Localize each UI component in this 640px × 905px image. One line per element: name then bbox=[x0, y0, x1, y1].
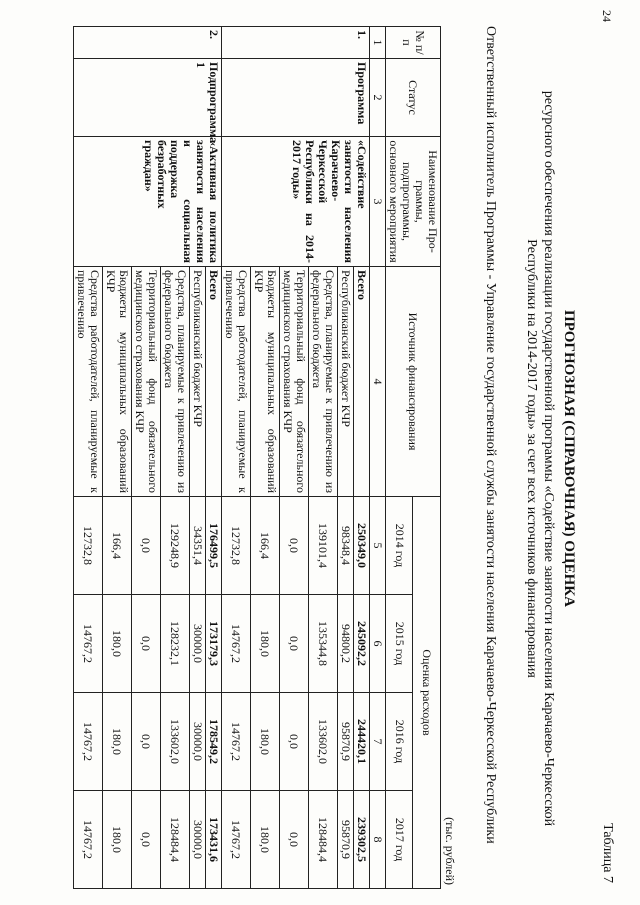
funding-source: Средства работодателей, планируемые к привлечению bbox=[74, 267, 103, 497]
header-status: Статус bbox=[386, 59, 441, 137]
amount-cell: 0,0 bbox=[132, 497, 161, 595]
amount-cell: 30000,0 bbox=[190, 595, 206, 693]
amount-cell: 0,0 bbox=[132, 693, 161, 791]
amount-cell: 30000,0 bbox=[190, 693, 206, 791]
amount-cell: 0,0 bbox=[280, 497, 309, 595]
header-year: 2015 год bbox=[386, 595, 414, 693]
funding-table bbox=[73, 26, 441, 889]
funding-source: Территориальный фонд обязательного медицинского страхования КЧР bbox=[280, 267, 309, 497]
col-number: 1 bbox=[370, 27, 386, 59]
document-subtitle: ресурсного обеспечения реализации государственной программы «Содействие занятости населения Карачаево-Черкесской Республики на 2014-2017 годы» за счет всех источников финансирования bbox=[524, 90, 556, 827]
amount-cell: 245092,2 bbox=[354, 595, 370, 693]
funding-source: Республиканский бюджет КЧР bbox=[190, 267, 206, 497]
amount-cell: 135344,8 bbox=[309, 595, 338, 693]
amount-cell: 178549,2 bbox=[206, 693, 222, 791]
amount-cell: 250349,0 bbox=[354, 497, 370, 595]
table-body bbox=[74, 27, 370, 889]
amount-cell: 180,0 bbox=[251, 791, 280, 889]
amount-cell: 129248,9 bbox=[161, 497, 190, 595]
row-program-name: «Активная политика занятости населения и социальная поддержка безработных граждан» bbox=[74, 137, 222, 267]
column-numbers-row bbox=[370, 27, 386, 889]
amount-cell: 180,0 bbox=[103, 693, 132, 791]
amount-cell: 128232,1 bbox=[161, 595, 190, 693]
row-status: Программа bbox=[222, 59, 370, 137]
amount-cell: 239302,5 bbox=[354, 791, 370, 889]
funding-source: Бюджеты муниципальных образований КЧР bbox=[251, 267, 280, 497]
funding-source: Всего bbox=[206, 267, 222, 497]
header-num: № п/п bbox=[386, 27, 441, 59]
header-row bbox=[413, 27, 441, 889]
amount-cell: 173179,3 bbox=[206, 595, 222, 693]
amount-cell: 34351,4 bbox=[190, 497, 206, 595]
row-status: Подпрограмма 1 bbox=[74, 59, 222, 137]
amount-cell: 180,0 bbox=[251, 693, 280, 791]
amount-cell: 0,0 bbox=[280, 693, 309, 791]
row-number: 2. bbox=[74, 27, 222, 59]
amount-cell: 95870,9 bbox=[338, 693, 354, 791]
col-number: 6 bbox=[370, 595, 386, 693]
header-year: 2017 год bbox=[386, 791, 414, 889]
header-name: Наименование Про-граммы, подпрограммы, основного мероприятия bbox=[386, 137, 441, 267]
amount-cell: 0,0 bbox=[132, 791, 161, 889]
amount-cell: 180,0 bbox=[103, 595, 132, 693]
amount-cell: 14767,2 bbox=[74, 595, 103, 693]
rotated-document bbox=[19, 26, 617, 891]
funding-source: Средства, планируемые к привлечению из федерального бюджета bbox=[161, 267, 190, 497]
amount-cell: 95870,9 bbox=[338, 791, 354, 889]
amount-cell: 133602,0 bbox=[309, 693, 338, 791]
document-title: ПРОГНОЗНАЯ (СПРАВОЧНАЯ) ОЦЕНКА bbox=[561, 310, 577, 607]
col-number: 4 bbox=[370, 267, 386, 497]
table-label: Таблица 7 bbox=[600, 823, 615, 883]
amount-cell: 0,0 bbox=[280, 595, 309, 693]
page-number: 24 bbox=[600, 10, 614, 22]
table-row bbox=[354, 27, 370, 889]
funding-source: Бюджеты муниципальных образований КЧР bbox=[103, 267, 132, 497]
amount-cell: 133602,0 bbox=[161, 693, 190, 791]
col-number: 2 bbox=[370, 59, 386, 137]
amount-cell: 12732,8 bbox=[74, 497, 103, 595]
funding-source: Всего bbox=[354, 267, 370, 497]
col-number: 3 bbox=[370, 137, 386, 267]
col-number: 8 bbox=[370, 791, 386, 889]
amount-cell: 30000,0 bbox=[190, 791, 206, 889]
funding-source: Средства работодателей, планируемые к привлечению bbox=[222, 267, 251, 497]
amount-cell: 244420,1 bbox=[354, 693, 370, 791]
amount-cell: 176499,5 bbox=[206, 497, 222, 595]
funding-source: Республиканский бюджет КЧР bbox=[338, 267, 354, 497]
responsible-executor: Ответственный исполнитель Программы - Управление государственной службы занятости населения Карачаево-Черкесской Республики bbox=[483, 26, 498, 844]
table-row bbox=[206, 27, 222, 889]
amount-cell: 12732,8 bbox=[222, 497, 251, 595]
amount-cell: 128484,4 bbox=[309, 791, 338, 889]
amount-cell: 14767,2 bbox=[222, 791, 251, 889]
amount-cell: 166,4 bbox=[103, 497, 132, 595]
amount-cell: 139101,4 bbox=[309, 497, 338, 595]
row-program-name: «Содействие занятости населения Карачаево-Черкесской Республики на 2014-2017 годы» bbox=[222, 137, 370, 267]
funding-source: Территориальный фонд обязательного медицинского страхования КЧР bbox=[132, 267, 161, 497]
amount-cell: 14767,2 bbox=[222, 693, 251, 791]
amount-cell: 180,0 bbox=[251, 595, 280, 693]
amount-cell: 14767,2 bbox=[74, 791, 103, 889]
amount-cell: 14767,2 bbox=[222, 595, 251, 693]
amount-cell: 128484,4 bbox=[161, 791, 190, 889]
amount-cell: 94800,2 bbox=[338, 595, 354, 693]
amount-cell: 173431,6 bbox=[206, 791, 222, 889]
col-number: 5 bbox=[370, 497, 386, 595]
row-number: 1. bbox=[222, 27, 370, 59]
header-year: 2016 год bbox=[386, 693, 414, 791]
col-number: 7 bbox=[370, 693, 386, 791]
amount-cell: 98348,4 bbox=[338, 497, 354, 595]
amount-cell: 14767,2 bbox=[74, 693, 103, 791]
amount-cell: 0,0 bbox=[132, 595, 161, 693]
header-estimate: Оценка расходов bbox=[413, 497, 441, 889]
amount-cell: 0,0 bbox=[280, 791, 309, 889]
header-year: 2014 год bbox=[386, 497, 414, 595]
header-source: Источник финансирования bbox=[386, 267, 441, 497]
units-label: (тыс. рублей) bbox=[443, 817, 457, 885]
amount-cell: 180,0 bbox=[103, 791, 132, 889]
amount-cell: 166,4 bbox=[251, 497, 280, 595]
funding-source: Средства, планируемые к привлечению из федерального бюджета bbox=[309, 267, 338, 497]
